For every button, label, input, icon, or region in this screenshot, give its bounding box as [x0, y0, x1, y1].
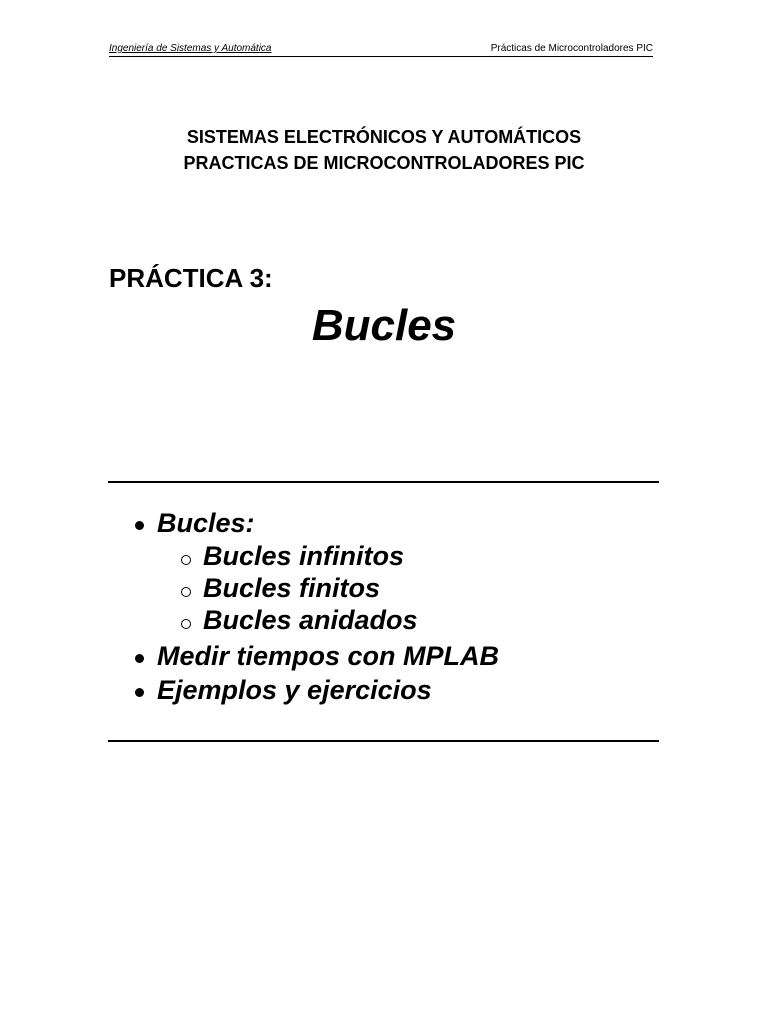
outline-item-text: Medir tiempos con MPLAB [157, 641, 500, 671]
outline-subitem-text: Bucles finitos [203, 573, 381, 603]
bottom-divider [108, 740, 659, 742]
bullet-icon [135, 688, 144, 697]
document-title [0, 124, 768, 176]
hollow-circle-icon [181, 587, 191, 597]
bullet-icon [135, 654, 144, 663]
top-divider [108, 481, 659, 483]
header-department: Ingeniería de Sistemas y Automática [109, 43, 272, 54]
hollow-circle-icon [181, 619, 191, 629]
header-course: Prácticas de Microcontroladores PIC [490, 43, 653, 54]
hollow-circle-icon [181, 555, 191, 565]
running-header [109, 42, 653, 57]
title-line-2: PRACTICAS DE MICROCONTROLADORES PIC [183, 153, 585, 173]
practice-number: PRÁCTICA 3: [109, 263, 273, 293]
outline-item-text: Bucles: [157, 508, 255, 538]
title-line-1: SISTEMAS ELECTRÓNICOS Y AUTOMÁTICOS [186, 127, 582, 147]
outline-subitem-text: Bucles infinitos [203, 541, 405, 571]
bullet-icon [135, 521, 144, 530]
outline-item-text: Ejemplos y ejercicios [157, 675, 432, 705]
practice-topic: Bucles [311, 301, 457, 350]
outline-subitem-text: Bucles anidados [203, 605, 418, 635]
